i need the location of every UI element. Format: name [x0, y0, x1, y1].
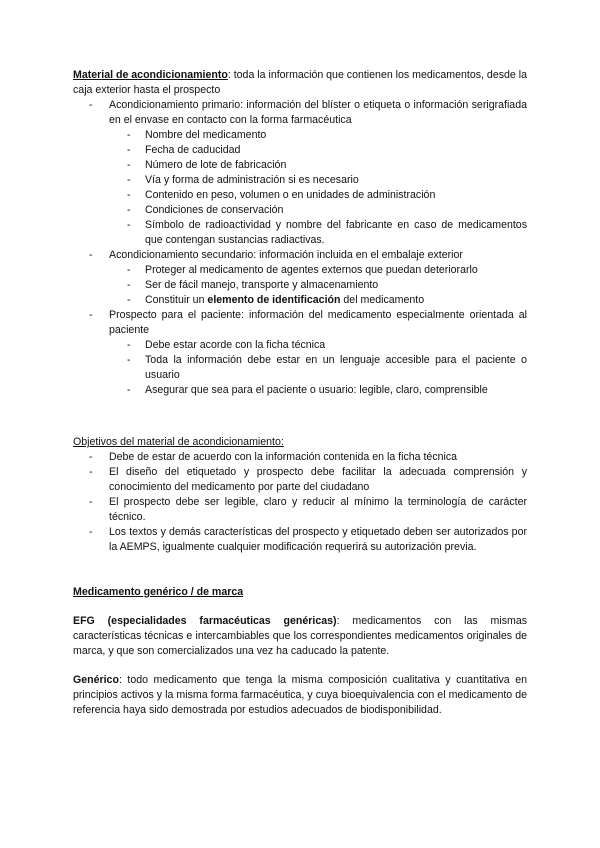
list-item: - Debe de estar de acuerdo con la información contenida en la ficha técnica [73, 450, 527, 465]
list-item: - Prospecto para el paciente: información del medicamento especialmente orientada al paciente - Debe estar acorde con la ficha técnica - Toda la información debe estar en un lenguaje accesible para el paciente o usuario - Asegurar que sea para el paciente o usuario: legible, claro, comprensible [73, 308, 527, 398]
sublist [109, 338, 527, 398]
list-item: - Toda la información debe estar en un lenguaje accesible para el paciente o usuario [109, 353, 527, 383]
list-item: - El diseño del etiquetado y prospecto debe facilitar la adecuada comprensión y conocimiento del medicamento por parte del ciudadano [73, 465, 527, 495]
section1-intro: Material de acondicionamiento: toda la información que contienen los medicamentos, desde la caja exterior hasta el prospecto [73, 69, 527, 96]
list-item: - Contenido en peso, volumen o en unidades de administración [109, 188, 527, 203]
list-item: - Proteger al medicamento de agentes externos que puedan deteriorarlo [109, 263, 527, 278]
list-item: - Número de lote de fabricación [109, 158, 527, 173]
section1-list [73, 98, 527, 398]
sublist [109, 128, 527, 248]
list-item: - Nombre del medicamento [109, 128, 527, 143]
section3-heading: Medicamento genérico / de marca [73, 586, 244, 598]
list-item: - Acondicionamiento primario: información del blíster o etiqueta o información serigrafiada en el envase en contacto con la forma farmacéutica - Nombre del medicamento - Fecha de caducidad - Número de lote de fabricación - Vía y forma de administración si es necesario - Contenido en peso, volumen o en unidades de administración - Condiciones de conservación - Símbolo de radioactividad y nombre del fabricante en caso de medicamentos que contengan sustancias radiactivas. [73, 98, 527, 248]
list-item: - El prospecto debe ser legible, claro y reducir al mínimo la terminología de carácter técnico. [73, 495, 527, 525]
generico-paragraph: Genérico: todo medicamento que tenga la misma composición cualitativa y cuantitativa en principios activos y la misma forma farmacéutica, y cuya bioequivalencia con el medicamento de referencia haya sido demostrada por estudios adecuados de biodisponibilidad. [73, 674, 527, 716]
list-item: - Ser de fácil manejo, transporte y almacenamiento [109, 278, 527, 293]
list-item: - Debe estar acorde con la ficha técnica [109, 338, 527, 353]
list-item: - Fecha de caducidad [109, 143, 527, 158]
section1-heading: Material de acondicionamiento [73, 69, 228, 81]
list-item: - Acondicionamiento secundario: información incluida en el embalaje exterior - Proteger al medicamento de agentes externos que puedan deteriorarlo - Ser de fácil manejo, transporte y almacenamiento - Constituir un elemento de identificación del medicamento [73, 248, 527, 308]
list-item: - Constituir un elemento de identificación del medicamento [109, 293, 527, 308]
list-item: - Los textos y demás características del prospecto y etiquetado deben ser autorizados por la AEMPS, igualmente cualquier modificación requerirá su autorización previa. [73, 525, 527, 555]
sublist [109, 263, 527, 308]
list-item: - Vía y forma de administración si es necesario [109, 173, 527, 188]
efg-paragraph: EFG (especialidades farmacéuticas genéricas): medicamentos con las mismas características técnicas e intercambiables que los correspondientes medicamentos originales de marca, y que son comercializados una vez ha caducado la patente. [73, 615, 528, 657]
section2-heading: Objetivos del material de acondicionamiento: [73, 436, 284, 448]
document-page [73, 68, 527, 718]
list-item: - Símbolo de radioactividad y nombre del fabricante en caso de medicamentos que contengan sustancias radiactivas. [109, 218, 527, 248]
section2-list [73, 450, 527, 555]
list-item: - Asegurar que sea para el paciente o usuario: legible, claro, comprensible [109, 383, 527, 398]
list-item: - Condiciones de conservación [109, 203, 527, 218]
